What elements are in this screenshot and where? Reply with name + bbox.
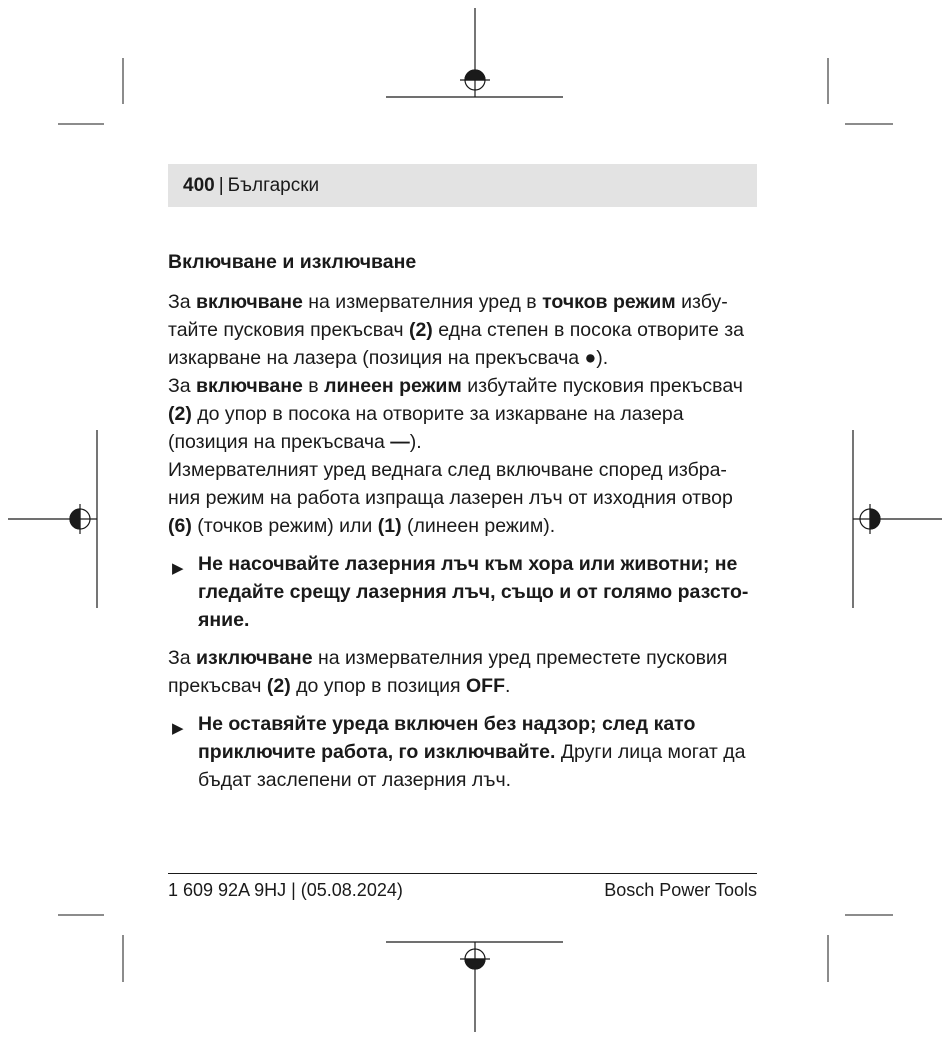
warning-bullet-icon: ▶ bbox=[172, 720, 184, 737]
bold-term: включване bbox=[196, 375, 303, 397]
bold-ref: (1) bbox=[377, 515, 402, 537]
text-span: . bbox=[505, 675, 511, 697]
text-span: на измервателния уред преместете пусковия прекъсвач bbox=[168, 647, 728, 697]
main-content bbox=[168, 248, 758, 804]
registration-mark-bottom bbox=[386, 942, 563, 1032]
text-span: избутайте пусковия прекъсвач bbox=[461, 375, 743, 397]
bold-ref: (2) bbox=[408, 319, 433, 341]
bold-term: изключване bbox=[196, 647, 313, 669]
paragraph-laser-output bbox=[168, 456, 758, 540]
text-span: на измервателния уред в bbox=[302, 291, 543, 313]
text-span: ). bbox=[596, 347, 609, 369]
text-span: една степен в посока отворите за изкарване на лазера (позиция на прекъсвача bbox=[168, 319, 744, 369]
text-span: ). bbox=[409, 431, 422, 453]
paragraph-switch-off bbox=[168, 644, 758, 700]
bold-term: OFF bbox=[466, 675, 506, 697]
header-separator: | bbox=[218, 175, 224, 196]
text-span: (линеен режим). bbox=[401, 515, 556, 537]
bold-ref: (6) bbox=[168, 515, 192, 537]
paragraph-line-mode bbox=[168, 372, 758, 456]
footer-brand: Bosch Power Tools bbox=[604, 880, 757, 900]
page-number: 400 bbox=[183, 175, 215, 196]
dash-symbol: — bbox=[390, 431, 410, 453]
section-heading: Включване и изключване bbox=[168, 251, 417, 273]
warning-unattended bbox=[168, 710, 758, 794]
text-span: За bbox=[168, 647, 197, 669]
registration-mark-right bbox=[853, 430, 942, 608]
registration-mark-top bbox=[386, 8, 563, 97]
text-span: За bbox=[168, 291, 197, 313]
warning-text: Не оставяйте уреда включен без надзор; след като приключите работа, го изключвайте. bbox=[198, 713, 696, 763]
warning-laser-eyes bbox=[168, 550, 758, 634]
text-span: избу-тайте пусковия прекъсвач bbox=[168, 291, 728, 341]
footer-rule bbox=[168, 873, 757, 874]
text-span: За bbox=[168, 375, 197, 397]
registration-mark-left bbox=[8, 430, 97, 608]
text-span: до упор в позиция bbox=[290, 675, 467, 697]
bold-term: линеен режим bbox=[324, 375, 462, 397]
bold-ref: (2) bbox=[266, 675, 291, 697]
page-header bbox=[183, 174, 319, 198]
bold-term: точков режим bbox=[542, 291, 676, 313]
text-span: Други лица могат да бъдат заслепени от лазерния лъч. bbox=[198, 741, 746, 791]
text-span: в bbox=[302, 375, 325, 397]
text-span: (точков режим) или bbox=[191, 515, 378, 537]
header-language: Български bbox=[227, 175, 320, 196]
paragraph-point-mode bbox=[168, 288, 758, 372]
text-span: Измервателният уред веднага след включване според избра-ния режим на работа изпраща лазерен лъч от изходния отвор bbox=[168, 459, 733, 509]
warning-text: Не насочвайте лазерния лъч към хора или животни; не гледайте срещу лазерния лъч, също и от голямо разсто-яние. bbox=[198, 553, 749, 631]
footer-doc-code: 1 609 92A 9HJ | (05.08.2024) bbox=[168, 880, 403, 900]
bold-ref: (2) bbox=[168, 403, 192, 425]
text-span: до упор в посока на отворите за изкарване на лазера (позиция на прекъсвача bbox=[168, 403, 684, 453]
dot-symbol: ● bbox=[584, 347, 597, 369]
warning-bullet-icon: ▶ bbox=[172, 560, 184, 577]
bold-term: включване bbox=[196, 291, 303, 313]
